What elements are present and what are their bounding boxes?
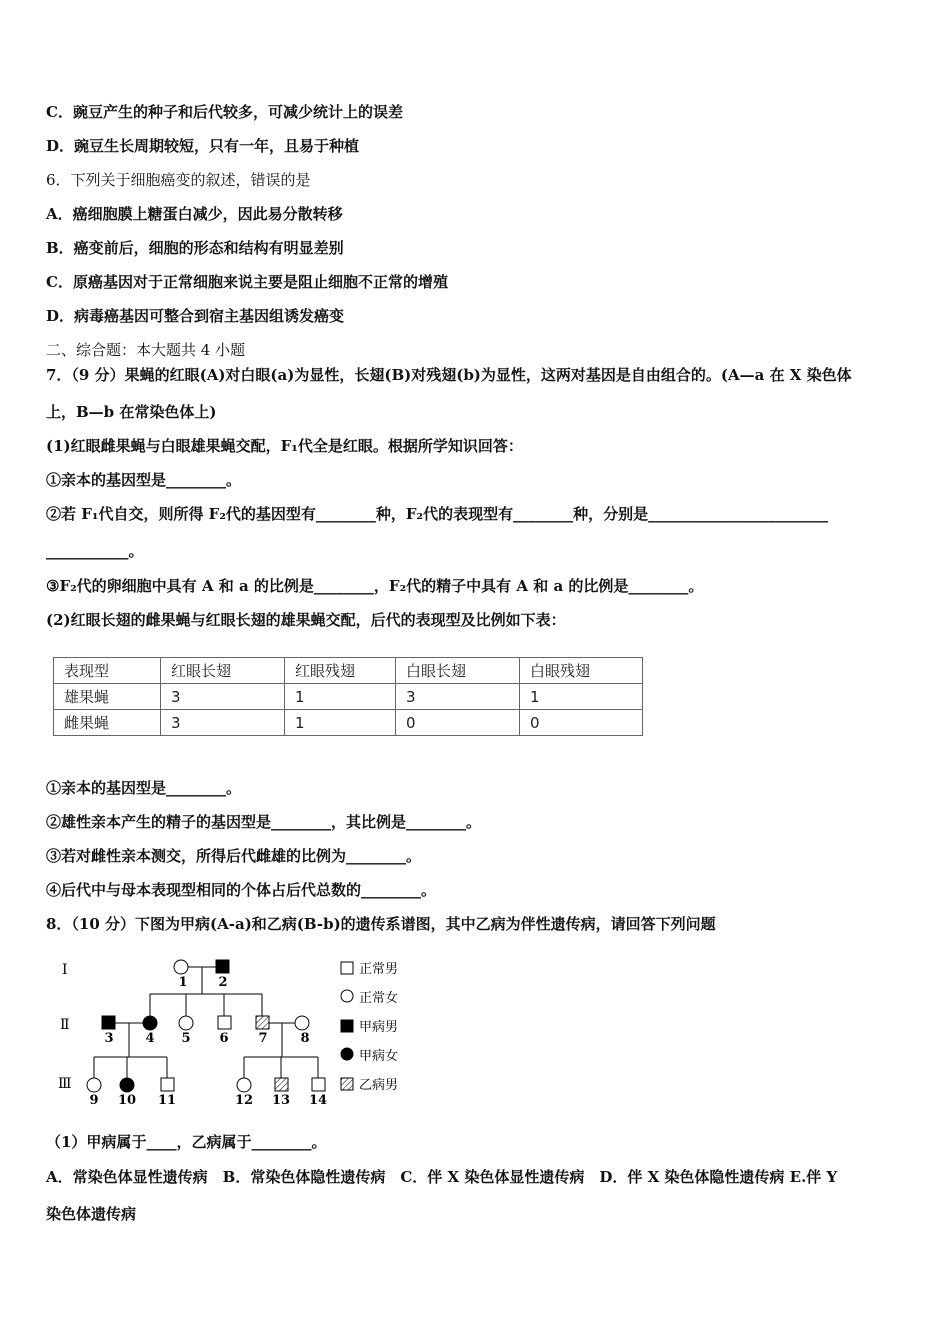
- q8-options-line1: A．常染色体显性遗传病 B．常染色体隐性遗传病 C．伴 X 染色体显性遗传病 D．伴 X 染色体隐性遗传病 E.伴 Y: [46, 1168, 838, 1186]
- individual-number: 5: [181, 1031, 191, 1046]
- table-header-cell: 白眼残翅: [520, 658, 643, 684]
- pedigree-legend: [341, 961, 398, 1093]
- individual-13-b-disease-male: [275, 1078, 288, 1091]
- table-header-cell: 红眼残翅: [285, 658, 396, 684]
- q7-part1-intro: (1)红眼雌果蝇与白眼雄果蝇交配，F₁代全是红眼。根据所学知识回答：: [46, 437, 523, 455]
- generation-label: Ⅲ: [58, 1076, 72, 1092]
- q8-stem: 8．（10 分）下图为甲病(A-a)和乙病(B-b)的遗传系谱图，其中乙病为伴性遗传病，请回答下列问题: [46, 915, 716, 933]
- individual-number: 8: [300, 1031, 310, 1046]
- individual-number: 11: [157, 1093, 177, 1108]
- q8-options-line2: 染色体遗传病: [46, 1205, 137, 1223]
- individual-2-affected-male: [216, 960, 229, 973]
- q6-option-b: B．癌变前后，细胞的形态和结构有明显差别: [46, 239, 344, 257]
- phenotype-table: [53, 657, 643, 736]
- table-header-cell: 红眼长翅: [161, 658, 285, 684]
- legend-b-disease-male-icon: [341, 1078, 353, 1090]
- q6-option-c: C．原癌基因对于正常细胞来说主要是阻止细胞不正常的增殖: [46, 273, 448, 291]
- table-cell: 3: [161, 710, 285, 736]
- individual-number: 3: [104, 1031, 114, 1046]
- individual-3-affected-male: [102, 1016, 115, 1029]
- table-header-cell: 白眼长翅: [396, 658, 520, 684]
- individual-1-normal-female: [174, 960, 188, 974]
- table-cell: 1: [520, 684, 643, 710]
- table-header-cell: 表现型: [54, 658, 161, 684]
- legend-label: 正常女: [359, 991, 399, 1006]
- section-2-heading: 二、综合题：本大题共 4 小题: [46, 341, 246, 359]
- legend-label: 正常男: [359, 962, 399, 977]
- q5-option-c: C．豌豆产生的种子和后代较多，可减少统计上的误差: [46, 103, 403, 121]
- individual-5-normal-female: [179, 1016, 193, 1030]
- individual-8-normal-female: [295, 1016, 309, 1030]
- q7-part2-q2: ②雄性亲本产生的精子的基因型是________，其比例是________。: [46, 813, 482, 831]
- q7-part2-intro: (2)红眼长翅的雌果蝇与红眼长翅的雄果蝇交配，后代的表现型及比例如下表：: [46, 611, 566, 629]
- legend-label: 乙病男: [359, 1078, 399, 1093]
- generation-label: Ⅰ: [62, 962, 68, 978]
- individual-number: 10: [117, 1093, 137, 1108]
- pedigree-chart: [50, 952, 430, 1112]
- q5-option-d: D．豌豆生长周期较短，只有一年，且易于种植: [46, 137, 360, 155]
- q7-part1-q2-line2: ___________。: [46, 542, 144, 560]
- table-cell: 3: [161, 684, 285, 710]
- table-cell: 0: [520, 710, 643, 736]
- individual-10-affected-female: [120, 1078, 134, 1092]
- q7-stem-line2: 上，B—b 在常染色体上): [46, 403, 217, 421]
- legend-a-disease-female-icon: [341, 1048, 353, 1060]
- table-row: [54, 684, 643, 710]
- individual-number: 14: [308, 1093, 328, 1108]
- q7-stem-line1: 7．（9 分）果蝇的红眼(A)对白眼(a)为显性，长翅(B)对残翅(b)为显性，这两对基因是自由组合的。(A—a 在 X 染色体: [46, 366, 852, 384]
- q6-option-a: A．癌细胞膜上糖蛋白减少，因此易分散转移: [46, 205, 343, 223]
- individual-9-normal-female: [87, 1078, 101, 1092]
- individual-4-affected-female: [143, 1016, 157, 1030]
- table-cell: 1: [285, 684, 396, 710]
- legend-normal-female-icon: [341, 990, 353, 1002]
- table-header-row: [54, 658, 643, 684]
- individual-number: 9: [89, 1093, 99, 1108]
- legend-label: 甲病男: [359, 1020, 399, 1035]
- individual-6-normal-male: [218, 1016, 231, 1029]
- legend-label: 甲病女: [359, 1049, 399, 1064]
- individual-number: 7: [258, 1031, 268, 1046]
- legend-a-disease-male-icon: [341, 1020, 353, 1032]
- q6-stem: 6．下列关于细胞癌变的叙述，错误的是: [46, 171, 311, 189]
- table-cell: 1: [285, 710, 396, 736]
- q8-part1: （1）甲病属于____，乙病属于________。: [46, 1133, 327, 1151]
- q7-part2-q3: ③若对雌性亲本测交，所得后代雌雄的比例为________。: [46, 847, 422, 865]
- individual-number: 13: [271, 1093, 291, 1108]
- generation-label: Ⅱ: [60, 1017, 70, 1033]
- q7-part2-q4: ④后代中与母本表现型相同的个体占后代总数的________。: [46, 881, 437, 899]
- q6-option-d: D．病毒癌基因可整合到宿主基因组诱发癌变: [46, 307, 345, 325]
- individual-number: 12: [234, 1093, 254, 1108]
- individual-7-b-disease-male: [256, 1016, 269, 1029]
- table-cell: 3: [396, 684, 520, 710]
- pedigree-lines: [94, 967, 318, 1078]
- q7-part2-q1: ①亲本的基因型是________。: [46, 779, 242, 797]
- individual-number: 2: [218, 975, 228, 990]
- table-cell: 雄果蝇: [54, 684, 161, 710]
- q7-part1-q1: ①亲本的基因型是________。: [46, 471, 242, 489]
- table-cell: 0: [396, 710, 520, 736]
- individual-number: 6: [219, 1031, 229, 1046]
- individual-14-normal-male: [312, 1078, 325, 1091]
- individual-12-normal-female: [237, 1078, 251, 1092]
- individual-number: 1: [178, 975, 188, 990]
- table-cell: 雌果蝇: [54, 710, 161, 736]
- legend-normal-male-icon: [341, 962, 353, 974]
- q7-part1-q3: ③F₂代的卵细胞中具有 A 和 a 的比例是________，F₂代的精子中具有 A 和 a 的比例是________。: [46, 577, 704, 595]
- individual-number: 4: [145, 1031, 155, 1046]
- table-row: [54, 710, 643, 736]
- q7-part1-q2-line1: ②若 F₁代自交，则所得 F₂代的基因型有________种，F₂代的表现型有________种，分别是________________________: [46, 505, 829, 523]
- individual-11-normal-male: [161, 1078, 174, 1091]
